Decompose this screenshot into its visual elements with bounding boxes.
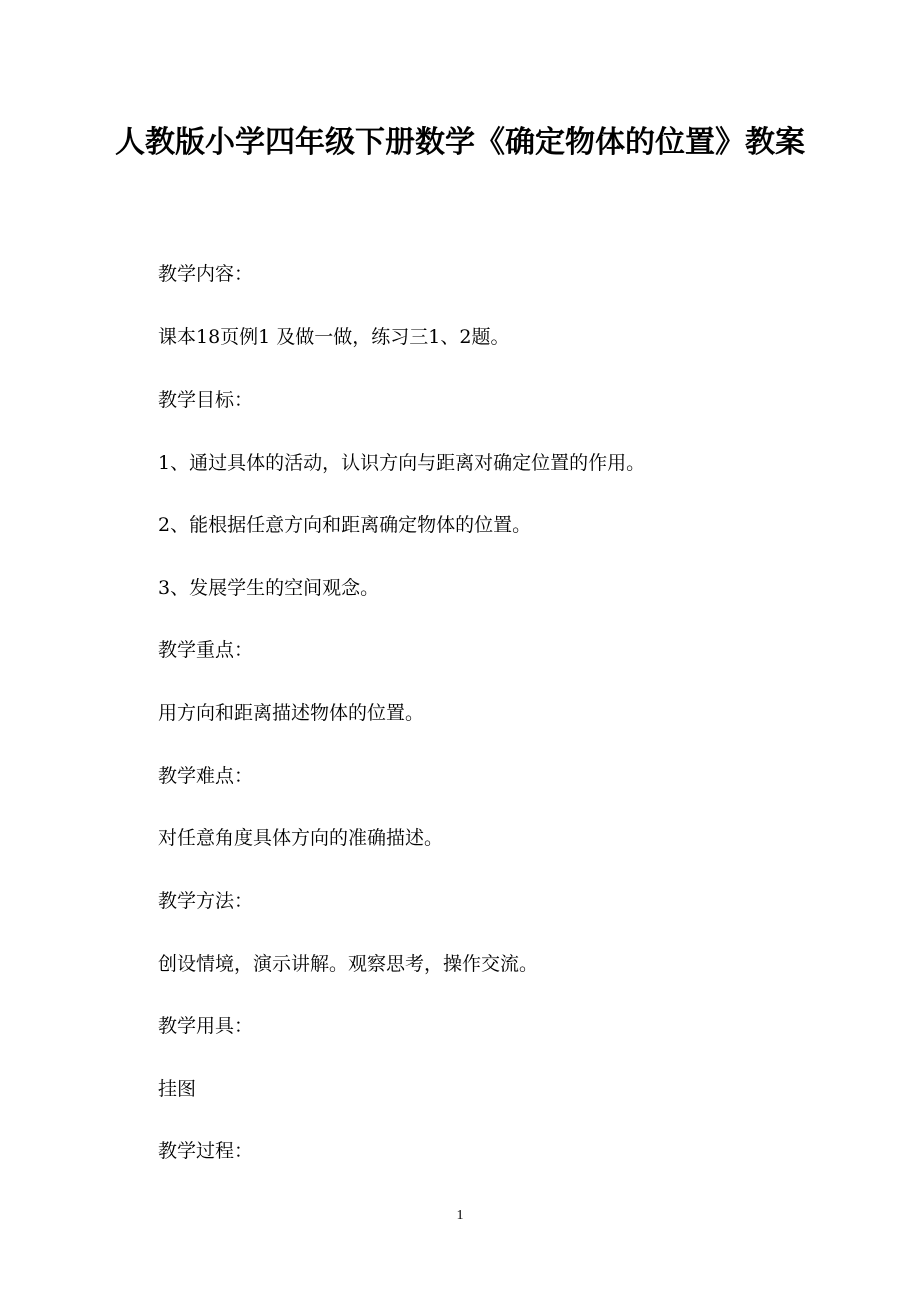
page-number: 1 [456,1208,464,1223]
paragraph-content: 课本18页例1 及做一做，练习三1、2题。 [158,326,510,348]
section-heading-content: 教学内容： [158,263,254,285]
section-heading-objectives: 教学目标： [158,389,254,411]
paragraph-methods: 创设情境，演示讲解。观察思考，操作交流。 [158,953,539,975]
section-heading-process: 教学过程： [158,1140,254,1162]
paragraph-difficulties: 对任意角度具体方向的准确描述。 [158,827,444,849]
objective-item-2: 2、能根据任意方向和距离确定物体的位置。 [158,514,532,536]
paragraph-tools: 挂图 [158,1078,197,1100]
section-heading-tools: 教学用具： [158,1015,254,1037]
section-heading-difficulties: 教学难点： [158,765,254,787]
objective-item-3: 3、发展学生的空间观念。 [158,577,380,599]
section-heading-key-points: 教学重点： [158,639,254,661]
paragraph-key-points: 用方向和距离描述物体的位置。 [158,702,425,724]
document-title: 人教版小学四年级下册数学《确定物体的位置》教案 [115,125,805,160]
objective-item-1: 1、通过具体的活动，认识方向与距离对确定位置的作用。 [158,452,646,474]
section-heading-methods: 教学方法： [158,890,254,912]
